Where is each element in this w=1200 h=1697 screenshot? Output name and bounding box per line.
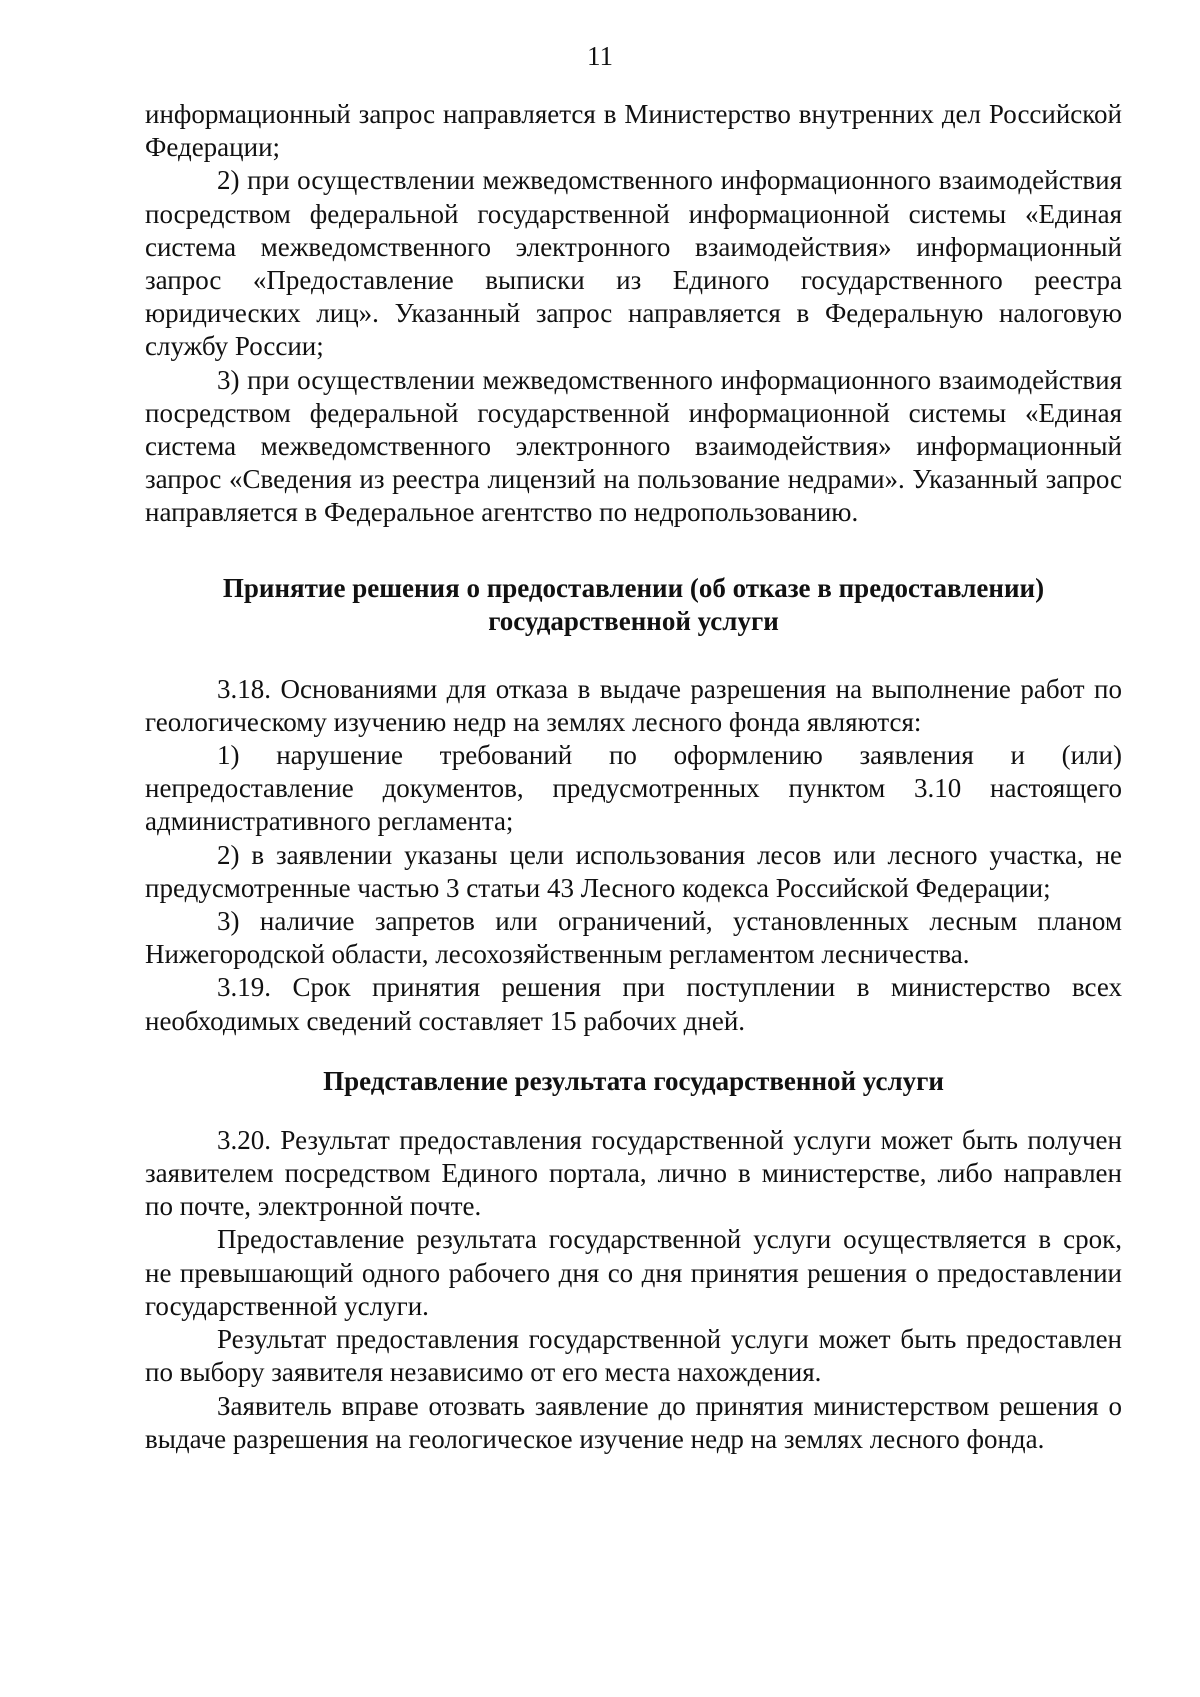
spacer (145, 1038, 1122, 1065)
paragraph-item-2: 2) при осуществлении межведомственного информационного взаимодействия посредством федеральной государственной информационной системы «Единая система межведомственного электронного взаимодействия» информационный запрос «Предоставление выписки из Единого государственного реестра юридических лиц». Указанный запрос направляется в Федеральную налоговую службу России; (145, 165, 1122, 362)
document-body (145, 98, 1122, 1456)
spacer (145, 638, 1122, 673)
section-heading-decision (145, 572, 1122, 638)
spacer (145, 530, 1122, 572)
page-number: 11 (587, 41, 613, 71)
paragraph-withdraw-application: Заявитель вправе отозвать заявление до принятия министерством решения о выдаче разрешения на геологическое изучение недр на землях лесного фонда. (145, 1390, 1122, 1454)
spacer (145, 1098, 1122, 1124)
paragraph-item-3: 3) при осуществлении межведомственного информационного взаимодействия посредством федеральной государственной информационной системы «Единая система межведомственного электронного взаимодействия» информационный запрос «Сведения из реестра лицензий на пользование недрами». Указанный запрос направляется в Федеральное агентство по недропользованию. (145, 364, 1122, 528)
paragraph-3-18-item-1: 1) нарушение требований по оформлению заявления и (или) непредоставление документов, предусмотренных пунктом 3.10 настоящего административного регламента; (145, 740, 1122, 837)
section-heading-decision-line2: государственной услуги (488, 605, 779, 636)
paragraph-3-19: 3.19. Срок принятия решения при поступлении в министерство всех необходимых сведений составляет 15 рабочих дней. (145, 972, 1122, 1036)
paragraph-result-term: Предоставление результата государственной услуги осуществляется в срок, не превышающий одного рабочего дня со дня принятия решения о предоставлении государственной услуги. (145, 1224, 1122, 1321)
paragraph-continuation: информационный запрос направляется в Министерство внутренних дел Российской Федерации; (145, 99, 1122, 163)
paragraph-3-18: 3.18. Основаниями для отказа в выдаче разрешения на выполнение работ по геологическому изучению недр на землях лесного фонда являются: (145, 673, 1122, 737)
paragraph-3-20: 3.20. Результат предоставления государственной услуги может быть получен заявителем посредством Единого портала, лично в министерстве, либо направлен по почте, электронной почте. (145, 1124, 1122, 1222)
section-heading-result: Представление результата государственной услуги (323, 1065, 944, 1096)
paragraph-result-location: Результат предоставления государственной услуги может быть предоставлен по выбору заявителя независимо от его места нахождения. (145, 1324, 1122, 1388)
paragraph-3-18-item-3: 3) наличие запретов или ограничений, установленных лесным планом Нижегородской области, лесохозяйственным регламентом лесничества. (145, 906, 1122, 970)
paragraph-3-18-item-2: 2) в заявлении указаны цели использования лесов или лесного участка, не предусмотренные частью 3 статьи 43 Лесного кодекса Российской Федерации; (145, 839, 1122, 903)
section-heading-decision-line1: Принятие решения о предоставлении (об отказе в предоставлении) (222, 572, 1045, 603)
